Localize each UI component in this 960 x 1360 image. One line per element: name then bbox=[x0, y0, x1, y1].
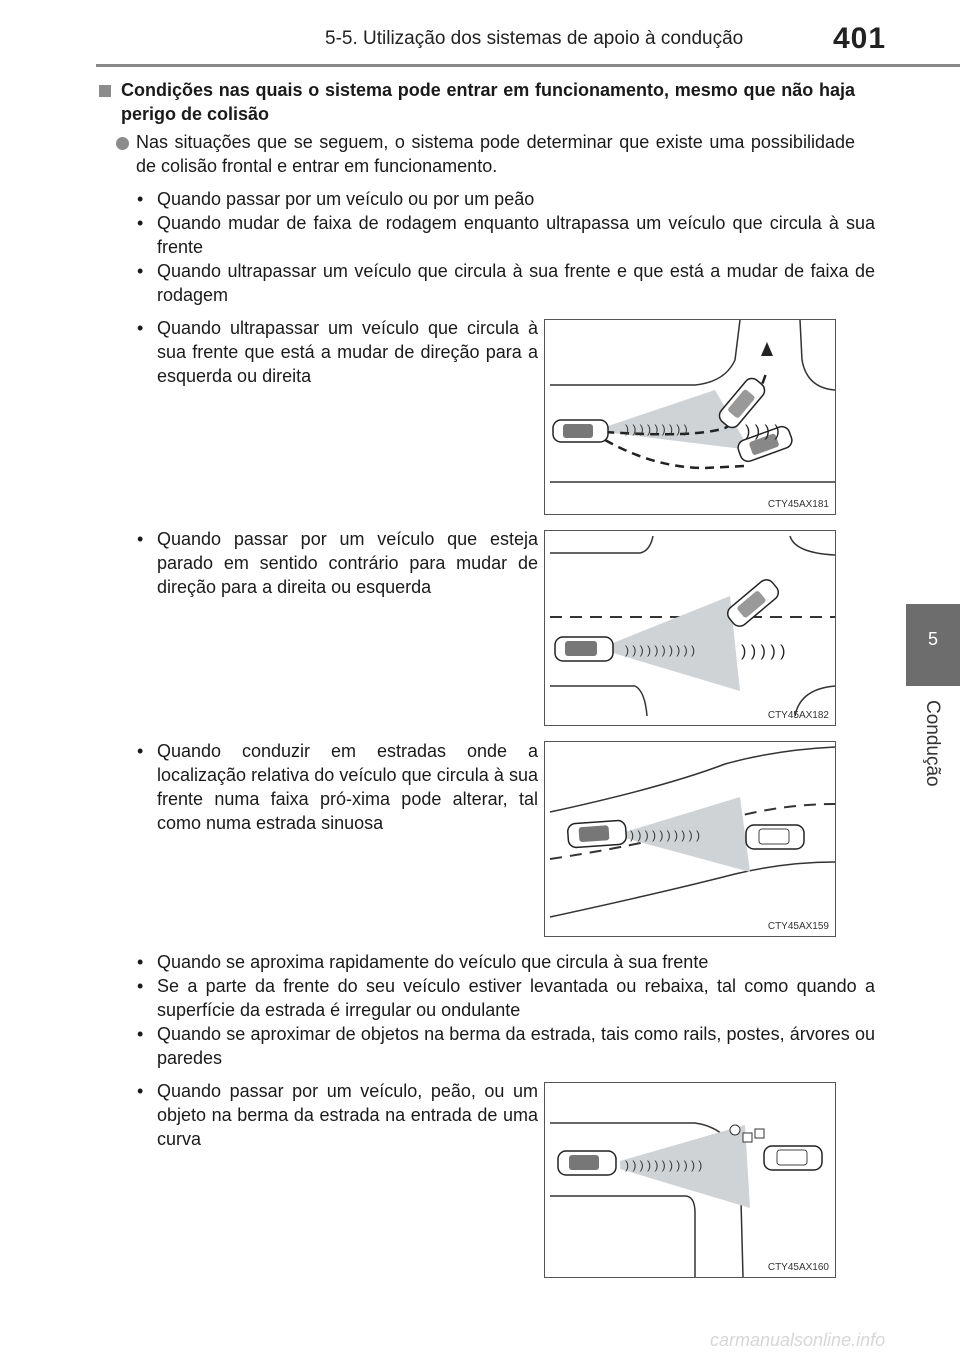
svg-text:) ) ) ) ) ) ) ) ): ) ) ) ) ) ) ) ) ) bbox=[625, 422, 688, 436]
illustration-winding-road bbox=[545, 742, 835, 936]
bullet-icon: • bbox=[137, 976, 144, 996]
chapter-label: Condução bbox=[922, 700, 943, 787]
figure-stopped-oncoming bbox=[544, 530, 836, 726]
svg-text:) ) ) ): ) ) ) ) bbox=[745, 423, 780, 440]
list-item: • Quando mudar de faixa de rodagem enquanto ultrapassa um veículo que circula à sua frente bbox=[137, 213, 875, 257]
chapter-tab bbox=[906, 604, 960, 686]
list-item: • Quando passar por um veículo que esteja parado em sentido contrário para mudar de direção para a direita ou esquerda bbox=[137, 529, 538, 597]
figure-code: CTY45AX159 bbox=[767, 921, 829, 932]
bullet-icon: • bbox=[137, 261, 144, 281]
svg-text:) ) ) ) ) ) ) ) ) ): ) ) ) ) ) ) ) ) ) ) bbox=[630, 828, 700, 842]
illustration-curve-entry bbox=[545, 1083, 835, 1277]
list-item: • Quando se aproxima rapidamente do veículo que circula à sua frente bbox=[137, 952, 709, 972]
list-item: • Quando passar por um veículo ou por um peão bbox=[137, 189, 535, 209]
circle-bullet-icon bbox=[116, 137, 129, 150]
figure-code: CTY45AX181 bbox=[767, 499, 829, 510]
chapter-number: 5 bbox=[927, 629, 938, 649]
list-item: • Quando ultrapassar um veículo que circula à sua frente que está a mudar de direção para a esquerda ou direita bbox=[137, 318, 538, 386]
svg-text:) ) ) ) ) ) ) ) ) ): ) ) ) ) ) ) ) ) ) ) bbox=[625, 643, 695, 657]
list-item: • Quando ultrapassar um veículo que circula à sua frente e que está a mudar de faixa de rodagem bbox=[137, 261, 875, 305]
page-number: 401 bbox=[833, 22, 887, 55]
svg-text:) ) ) ) ) ) ) ) ) ) ): ) ) ) ) ) ) ) ) ) ) ) bbox=[625, 1158, 703, 1172]
bullet-icon: • bbox=[137, 1081, 144, 1101]
figure-code: CTY45AX182 bbox=[767, 710, 829, 721]
list-item: • Se a parte da frente do seu veículo estiver levantada ou rebaixa, tal como quando a superfície da estrada é irregular ou ondulante bbox=[137, 976, 875, 1020]
list-item: • Quando se aproximar de objetos na berma da estrada, tais como rails, postes, árvores ou paredes bbox=[137, 1024, 875, 1068]
bullet-icon: • bbox=[137, 741, 144, 761]
heading-square-icon bbox=[99, 85, 111, 97]
illustration-overtake-turning bbox=[545, 320, 835, 514]
intro-paragraph: Nas situações que se seguem, o sistema pode determinar que existe uma possibilidade de colisão frontal e entrar em funcionamento. bbox=[136, 132, 855, 176]
svg-text:) ) ) ) ): ) ) ) ) ) bbox=[741, 643, 786, 660]
figure-overtake-turning bbox=[544, 319, 836, 515]
list-item: • Quando conduzir em estradas onde a localização relativa do veículo que circula à sua frente numa faixa pró-xima pode alterar, tal como numa estrada sinuosa bbox=[137, 741, 538, 833]
figure-winding-road bbox=[544, 741, 836, 937]
figure-curve-entry bbox=[544, 1082, 836, 1278]
header-divider bbox=[96, 64, 960, 67]
bullet-icon: • bbox=[137, 318, 144, 338]
bullet-icon: • bbox=[137, 529, 144, 549]
section-heading: Condições nas quais o sistema pode entrar em funcionamento, mesmo que não haja perigo de colisão bbox=[121, 80, 855, 124]
bullet-icon: • bbox=[137, 952, 144, 972]
figure-code: CTY45AX160 bbox=[767, 1262, 829, 1273]
section-title: 5-5. Utilização dos sistemas de apoio à condução bbox=[325, 28, 744, 49]
illustration-stopped-oncoming bbox=[545, 531, 835, 725]
bullet-icon: • bbox=[137, 1024, 144, 1044]
list-item: • Quando passar por um veículo, peão, ou um objeto na berma da estrada na entrada de uma curva bbox=[137, 1081, 538, 1149]
bullet-icon: • bbox=[137, 189, 144, 209]
bullet-icon: • bbox=[137, 213, 144, 233]
footer-watermark[interactable]: carmanualsonline.info bbox=[710, 1330, 886, 1350]
